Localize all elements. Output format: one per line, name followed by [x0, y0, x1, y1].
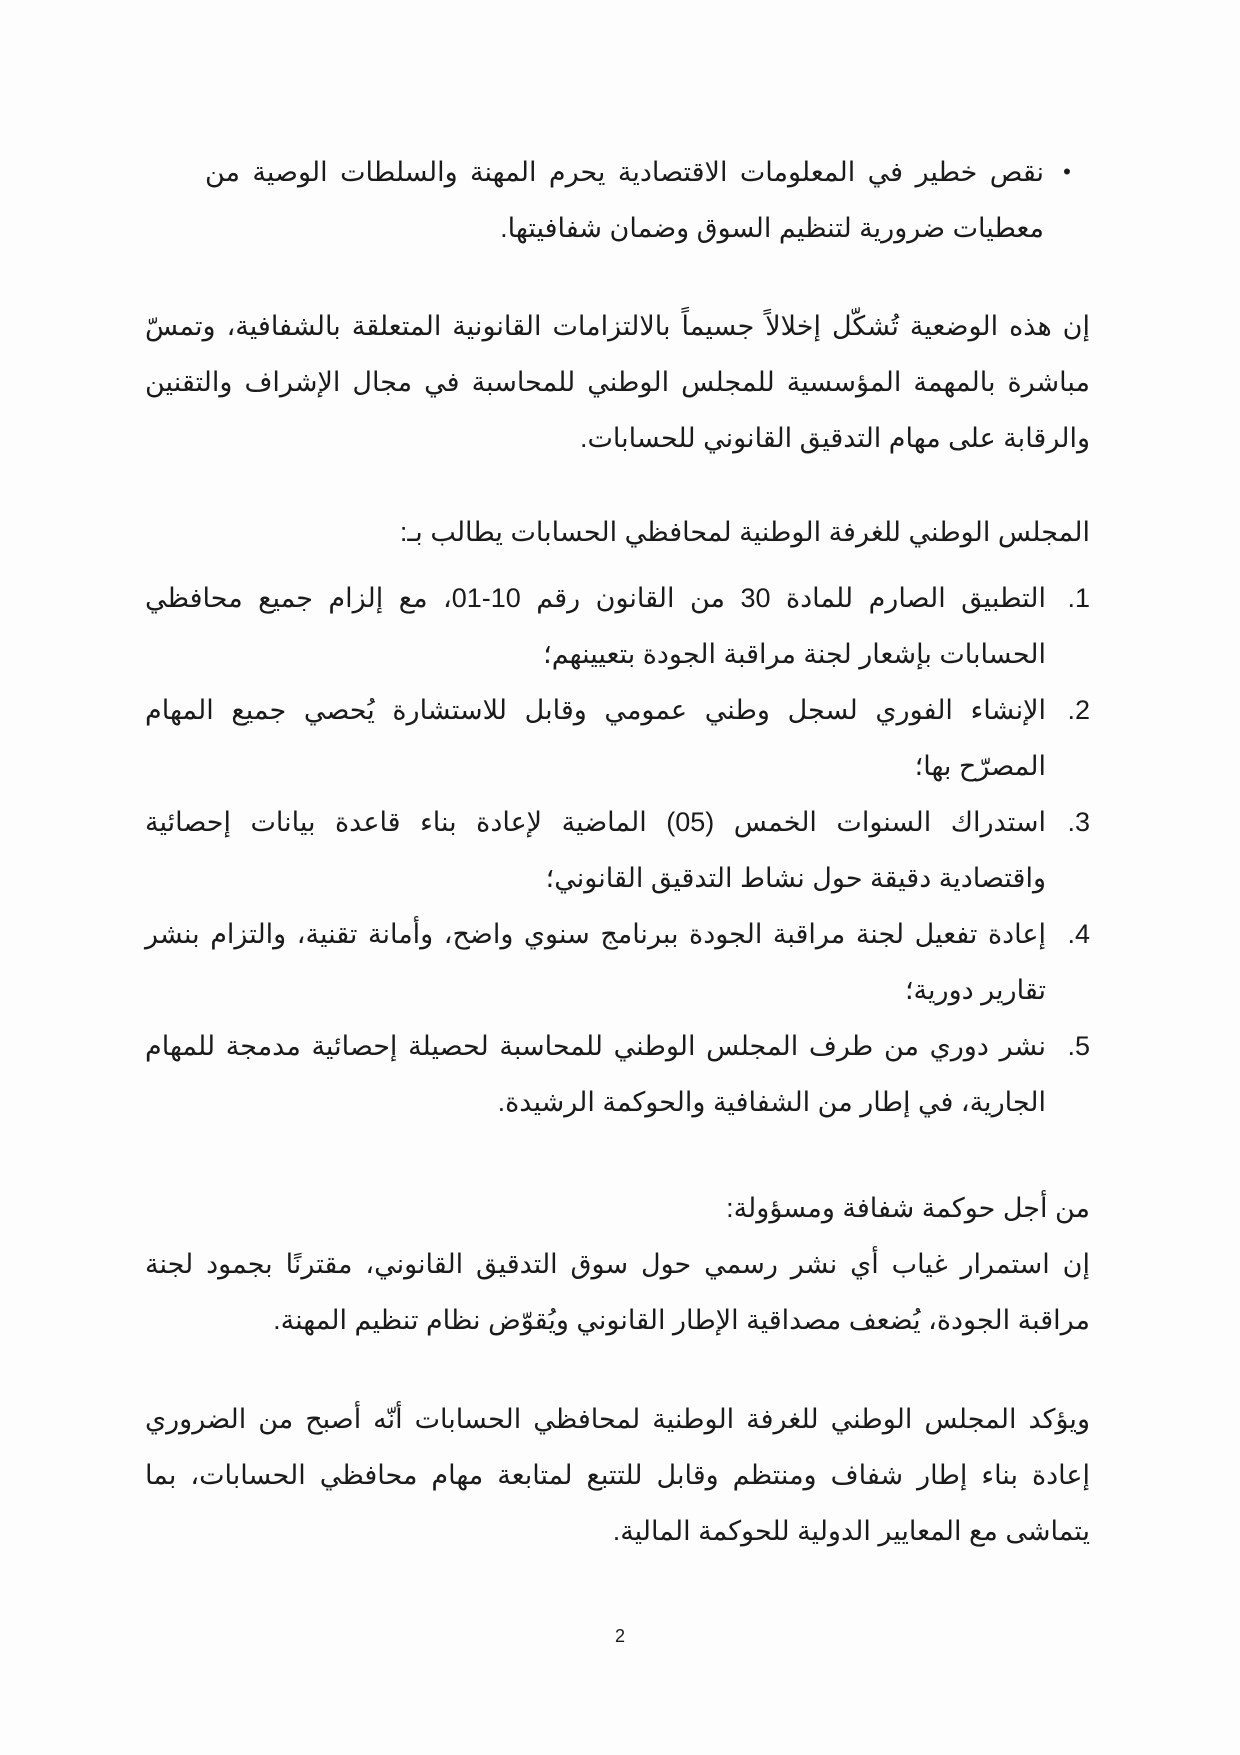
paragraph-market: إن استمرار غياب أي نشر رسمي حول سوق التدقيق القانوني، مقترنًا بجمود لجنة مراقبة الجودة، يُضعف مصداقية الإطار القانوني ويُقوّض نظام تنظيم المهنة. — [145, 1249, 1090, 1335]
governance-heading: من أجل حوكمة شفافة ومسؤولة: — [726, 1193, 1090, 1223]
list-item — [145, 1018, 1090, 1130]
bullet-icon: • — [1063, 159, 1071, 184]
paragraph-framework: ويؤكد المجلس الوطني للغرفة الوطنية لمحافظي الحسابات أنّه أصبح من الضروري إعادة بناء إطار شفاف ومنتظم وقابل للتتبع لمتابعة مهام محافظي الحسابات، بما يتماشى مع المعايير الدولية للحوكمة المالية. — [145, 1404, 1090, 1546]
list-number: 1. — [1067, 583, 1090, 613]
list-item — [145, 794, 1090, 906]
list-number: 3. — [1067, 807, 1090, 837]
list-item-text: نشر دوري من طرف المجلس الوطني للمحاسبة لحصيلة إحصائية مدمجة للمهام الجارية، في إطار من الشفافية والحوكمة الرشيدة. — [145, 1031, 1046, 1117]
demands-intro: المجلس الوطني للغرفة الوطنية لمحافظي الحسابات يطالب بـ: — [399, 517, 1090, 547]
list-item-text: الإنشاء الفوري لسجل وطني عمومي وقابل للاستشارة يُحصي جميع المهام المصرّح بها؛ — [145, 695, 1046, 781]
demands-list — [145, 570, 1090, 1130]
list-number: 4. — [1067, 919, 1090, 949]
list-number: 5. — [1067, 1031, 1090, 1061]
bullet-item — [145, 144, 1090, 256]
list-item — [145, 906, 1090, 1018]
bullet-text: نقص خطير في المعلومات الاقتصادية يحرم المهنة والسلطات الوصية من معطيات ضرورية لتنظيم السوق وضمان شفافيتها. — [205, 157, 1045, 243]
list-item-text: استدراك السنوات الخمس (05) الماضية لإعادة بناء قاعدة بيانات إحصائية واقتصادية دقيقة حول نشاط التدقيق القانوني؛ — [145, 807, 1046, 893]
list-item — [145, 570, 1090, 682]
bullet-section — [145, 144, 1090, 256]
list-item-text: إعادة تفعيل لجنة مراقبة الجودة ببرنامج سنوي واضح، وأمانة تقنية، والتزام بنشر تقارير دورية؛ — [145, 919, 1046, 1005]
list-item-text: التطبيق الصارم للمادة 30 من القانون رقم 10-01، مع إلزام جميع محافظي الحسابات بإشعار لجنة مراقبة الجودة بتعيينهم؛ — [145, 583, 1046, 669]
page-number: 2 — [614, 1626, 625, 1646]
list-item — [145, 682, 1090, 794]
list-number: 2. — [1067, 695, 1090, 725]
paragraph-transparency: إن هذه الوضعية تُشكّل إخلالاً جسيماً بالالتزامات القانونية المتعلقة بالشفافية، وتمسّ مباشرة بالمهمة المؤسسية للمجلس الوطني للمحاسبة في مجال الإشراف والتقنين والرقابة على مهام التدقيق القانوني للحسابات. — [145, 311, 1090, 453]
